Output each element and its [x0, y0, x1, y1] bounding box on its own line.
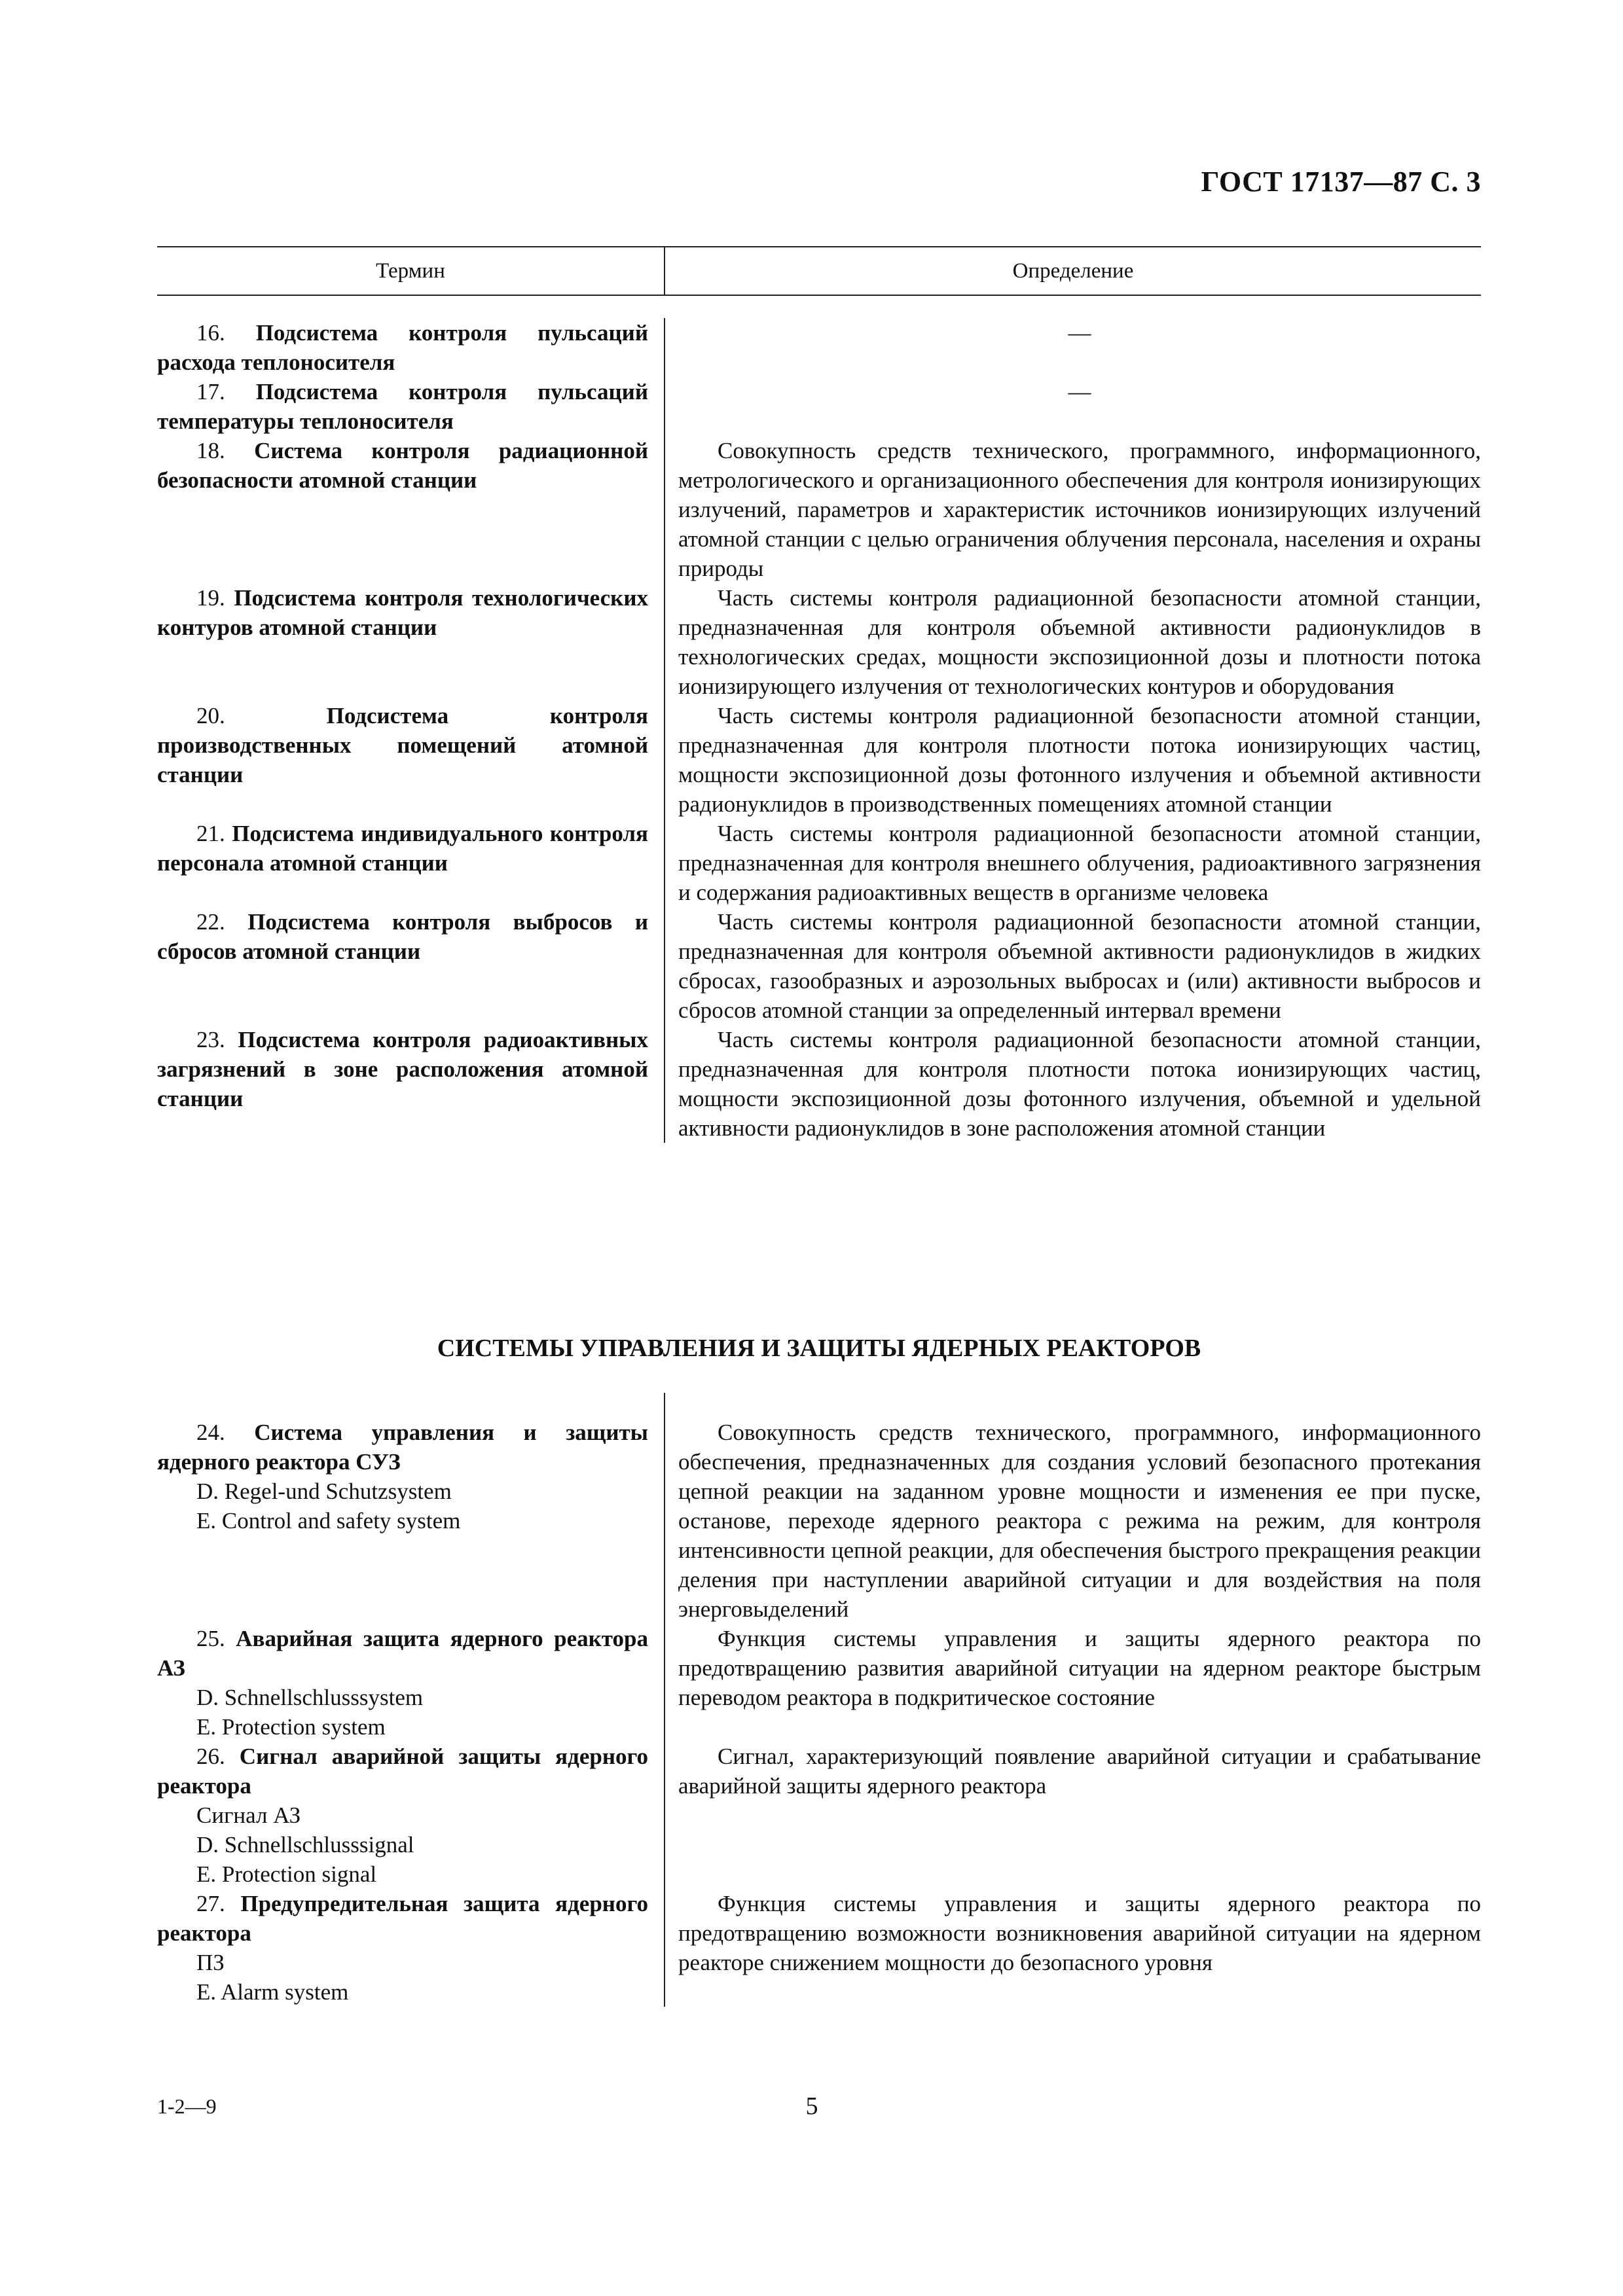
term-definition: —: [1068, 320, 1091, 346]
footer-code: 1-2—9: [157, 2094, 217, 2118]
term-definition: Совокупность средств технического, программного, информационного, метрологического и организационного обеспечения для контроля ионизирующих излучений, параметров и характеристик источников ионизирующих излучений атомной станции с целью ограничения облучения персонала, населения и охраны природы: [678, 438, 1481, 581]
table-row: [157, 1418, 1481, 1624]
table-row: [157, 1624, 1481, 1742]
table-row: [157, 436, 1481, 583]
table-row: [157, 1889, 1481, 2007]
term-synonym: E. Protection system: [196, 1714, 386, 1740]
table-row: [157, 318, 1481, 377]
table-row: [157, 907, 1481, 1025]
terms-table-1: [157, 246, 1481, 1143]
term-title: 17. Подсистема контроля пульсаций температуры теплоносителя: [157, 379, 649, 434]
term-title: 23. Подсистема контроля радиоактивных загрязнений в зоне расположения атомной станции: [157, 1027, 648, 1111]
term-synonym: D. Regel-und Schutzsystem: [196, 1479, 452, 1504]
table-row: [157, 583, 1481, 701]
term-synonym: ПЗ: [196, 1950, 225, 1975]
term-definition: Функция системы управления и защиты ядерного реактора по предотвращению возможности возникновения аварийной ситуации на ядерном реакторе снижением мощности до безопасного уровня: [678, 1891, 1481, 1975]
term-title: 16. Подсистема контроля пульсаций расхода теплоносителя: [157, 320, 649, 375]
term-synonym: E. Protection signal: [196, 1861, 377, 1887]
column-header-term: Термин: [157, 247, 665, 295]
term-title: 24. Система управления и защиты ядерного реактора СУЗ: [157, 1420, 649, 1475]
page-number: 5: [805, 2092, 818, 2120]
term-title: 22. Подсистема контроля выбросов и сбросов атомной станции: [157, 909, 649, 964]
term-title: 18. Система контроля радиационной безопасности атомной станции: [157, 438, 648, 493]
section-heading: СИСТЕМЫ УПРАВЛЕНИЯ И ЗАЩИТЫ ЯДЕРНЫХ РЕАКТОРОВ: [437, 1335, 1201, 1362]
table-row: [157, 819, 1481, 907]
table-row: [157, 1742, 1481, 1889]
term-definition: Функция системы управления и защиты ядерного реактора по предотвращению развития аварийной ситуации на ядерном реакторе быстрым переводом реактора в подкритическое состояние: [678, 1626, 1481, 1710]
term-title: 21. Подсистема индивидуального контроля персонала атомной станции: [157, 821, 648, 876]
table-row: [157, 1025, 1481, 1143]
column-header-definition: Определение: [665, 247, 1481, 295]
terms-table-2: [157, 1418, 1481, 2007]
term-synonym: E. Alarm system: [196, 1979, 349, 2005]
term-definition: Часть системы контроля радиационной безопасности атомной станции, предназначенная для контроля внешнего облучения, радиоактивного загрязнения и содержания радиоактивных веществ в организме человека: [678, 821, 1481, 905]
term-definition: Часть системы контроля радиационной безопасности атомной станции, предназначенная для контроля плотности потока ионизирующих частиц, мощности экспозиционной дозы фотонного излучения, объемной и удельной активности радионуклидов в зоне расположения атомной станции: [678, 1027, 1481, 1141]
term-synonym: E. Control and safety system: [196, 1508, 461, 1534]
term-definition: Сигнал, характеризующий появление аварийной ситуации и срабатывание аварийной защиты ядерного реактора: [678, 1744, 1481, 1799]
term-definition: Часть системы контроля радиационной безопасности атомной станции, предназначенная для контроля объемной активности радионуклидов в технологических средах, мощности экспозиционной дозы и плотности потока ионизирующего излучения от технологических контуров и оборудования: [678, 585, 1481, 699]
term-definition: —: [1068, 379, 1091, 404]
term-title: 27. Предупредительная защита ядерного реактора: [157, 1891, 648, 1946]
column-divider: [664, 1393, 665, 1419]
term-definition: Совокупность средств технического, программного, информационного обеспечения, предназначенных для создания условий безопасного протекания цепной реакции на заданном уровне мощности и изменения ее при пуске, останове, переходе ядерного реактора с режима на режим, для контроля интенсивности цепной реакции, для обеспечения быстрого прекращения реакции деления при наступлении аварийной ситуации и для воздействия на поля энерговыделений: [678, 1420, 1481, 1622]
term-definition: Часть системы контроля радиационной безопасности атомной станции, предназначенная для контроля объемной активности радионуклидов в жидких сбросах, газообразных и аэрозольных выбросах и (или) активности выбросов и сбросов атомной станции за определенный интервал времени: [678, 909, 1481, 1023]
term-title: 25. Аварийная защита ядерного реактора АЗ: [157, 1626, 649, 1681]
term-title: 26. Сигнал аварийной защиты ядерного реактора: [157, 1744, 649, 1799]
term-definition: Часть системы контроля радиационной безопасности атомной станции, предназначенная для контроля плотности потока ионизирующих частиц, мощности экспозиционной дозы фотонного излучения и объемной активности радионуклидов в производственных помещениях атомной станции: [678, 703, 1481, 817]
term-title: 20. Подсистема контроля производственных помещений атомной станции: [157, 703, 648, 787]
term-synonym: D. Schnellschlusssignal: [196, 1832, 414, 1857]
term-synonym: D. Schnellschlusssystem: [196, 1685, 424, 1710]
term-synonym: Сигнал АЗ: [196, 1803, 301, 1828]
table-row: [157, 701, 1481, 819]
page-header: ГОСТ 17137—87 С. 3: [1201, 166, 1481, 198]
table-row: [157, 377, 1481, 436]
term-title: 19. Подсистема контроля технологических контуров атомной станции: [157, 585, 649, 640]
